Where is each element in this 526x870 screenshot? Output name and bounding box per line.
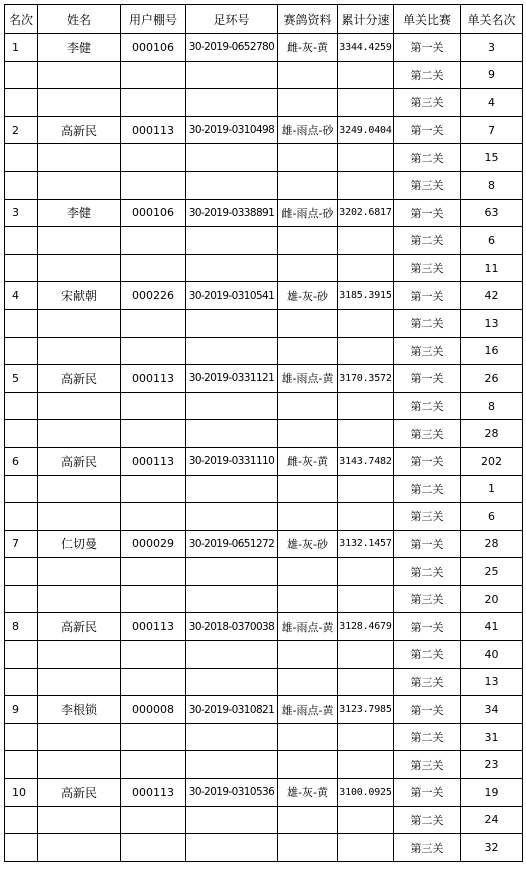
empty-cell xyxy=(338,144,394,172)
header-speed: 累计分速 xyxy=(338,5,394,34)
table-row xyxy=(5,530,523,558)
empty-cell xyxy=(186,309,278,337)
table-row xyxy=(5,171,523,199)
place-cell: 13 xyxy=(461,668,523,696)
empty-cell xyxy=(338,89,394,117)
header-ring: 足环号 xyxy=(186,5,278,34)
empty-cell xyxy=(186,585,278,613)
place-cell: 63 xyxy=(461,199,523,227)
rank-cell: 10 xyxy=(5,779,38,807)
info-cell: 雄-雨点-黄 xyxy=(278,696,338,724)
stage-cell: 第二关 xyxy=(394,806,461,834)
header-stage: 单关比赛 xyxy=(394,5,461,34)
rank-cell: 1 xyxy=(5,34,38,62)
empty-cell xyxy=(5,89,38,117)
empty-cell xyxy=(121,475,186,503)
place-cell: 28 xyxy=(461,420,523,448)
info-cell: 雄-雨点-黄 xyxy=(278,365,338,393)
info-cell: 雄-雨点-砂 xyxy=(278,116,338,144)
info-cell: 雄-雨点-黄 xyxy=(278,613,338,641)
name-cell: 仁切曼 xyxy=(38,530,121,558)
place-cell: 16 xyxy=(461,337,523,365)
speed-cell: 3123.7985 xyxy=(338,696,394,724)
loft-cell: 000113 xyxy=(121,779,186,807)
empty-cell xyxy=(38,309,121,337)
name-cell: 高新民 xyxy=(38,365,121,393)
place-cell: 3 xyxy=(461,34,523,62)
empty-cell xyxy=(338,392,394,420)
empty-cell xyxy=(5,254,38,282)
stage-cell: 第三关 xyxy=(394,89,461,117)
stage-cell: 第一关 xyxy=(394,282,461,310)
empty-cell xyxy=(121,723,186,751)
loft-cell: 000106 xyxy=(121,199,186,227)
table-row xyxy=(5,89,523,117)
table-row xyxy=(5,199,523,227)
empty-cell xyxy=(121,503,186,531)
empty-cell xyxy=(121,144,186,172)
empty-cell xyxy=(121,309,186,337)
stage-cell: 第三关 xyxy=(394,171,461,199)
empty-cell xyxy=(278,89,338,117)
place-cell: 40 xyxy=(461,641,523,669)
header-loft: 用户棚号 xyxy=(121,5,186,34)
empty-cell xyxy=(278,227,338,255)
table-row xyxy=(5,696,523,724)
empty-cell xyxy=(121,558,186,586)
empty-cell xyxy=(186,751,278,779)
stage-cell: 第二关 xyxy=(394,723,461,751)
empty-cell xyxy=(5,227,38,255)
place-cell: 41 xyxy=(461,613,523,641)
loft-cell: 000113 xyxy=(121,447,186,475)
place-cell: 42 xyxy=(461,282,523,310)
empty-cell xyxy=(38,337,121,365)
empty-cell xyxy=(186,144,278,172)
header-place: 单关名次 xyxy=(461,5,523,34)
place-cell: 8 xyxy=(461,171,523,199)
rank-cell: 2 xyxy=(5,116,38,144)
empty-cell xyxy=(121,806,186,834)
empty-cell xyxy=(121,337,186,365)
place-cell: 28 xyxy=(461,530,523,558)
table-row xyxy=(5,751,523,779)
table-row xyxy=(5,641,523,669)
ring-cell: 30-2018-0370038 xyxy=(186,613,278,641)
ring-cell: 30-2019-0310821 xyxy=(186,696,278,724)
results-sheet xyxy=(4,4,522,862)
empty-cell xyxy=(338,641,394,669)
stage-cell: 第二关 xyxy=(394,61,461,89)
empty-cell xyxy=(38,61,121,89)
place-cell: 1 xyxy=(461,475,523,503)
place-cell: 6 xyxy=(461,503,523,531)
empty-cell xyxy=(5,309,38,337)
empty-cell xyxy=(38,503,121,531)
empty-cell xyxy=(278,641,338,669)
info-cell: 雌-雨点-砂 xyxy=(278,199,338,227)
empty-cell xyxy=(338,668,394,696)
place-cell: 9 xyxy=(461,61,523,89)
ring-cell: 30-2019-0331121 xyxy=(186,365,278,393)
speed-cell: 3132.1457 xyxy=(338,530,394,558)
stage-cell: 第三关 xyxy=(394,420,461,448)
stage-cell: 第一关 xyxy=(394,696,461,724)
empty-cell xyxy=(121,171,186,199)
empty-cell xyxy=(186,558,278,586)
empty-cell xyxy=(5,751,38,779)
empty-cell xyxy=(5,61,38,89)
loft-cell: 000029 xyxy=(121,530,186,558)
stage-cell: 第二关 xyxy=(394,144,461,172)
stage-cell: 第一关 xyxy=(394,779,461,807)
stage-cell: 第三关 xyxy=(394,585,461,613)
results-table xyxy=(4,4,523,862)
empty-cell xyxy=(5,144,38,172)
stage-cell: 第一关 xyxy=(394,447,461,475)
loft-cell: 000113 xyxy=(121,116,186,144)
name-cell: 高新民 xyxy=(38,613,121,641)
table-row xyxy=(5,116,523,144)
empty-cell xyxy=(278,171,338,199)
speed-cell: 3170.3572 xyxy=(338,365,394,393)
empty-cell xyxy=(186,61,278,89)
empty-cell xyxy=(186,89,278,117)
empty-cell xyxy=(121,227,186,255)
name-cell: 李健 xyxy=(38,199,121,227)
info-cell: 雄-灰-砂 xyxy=(278,530,338,558)
table-row xyxy=(5,420,523,448)
stage-cell: 第二关 xyxy=(394,309,461,337)
empty-cell xyxy=(186,723,278,751)
stage-cell: 第三关 xyxy=(394,503,461,531)
empty-cell xyxy=(338,503,394,531)
info-cell: 雄-灰-黄 xyxy=(278,779,338,807)
stage-cell: 第一关 xyxy=(394,365,461,393)
empty-cell xyxy=(121,89,186,117)
empty-cell xyxy=(338,558,394,586)
empty-cell xyxy=(121,668,186,696)
table-row xyxy=(5,34,523,62)
rank-cell: 7 xyxy=(5,530,38,558)
empty-cell xyxy=(338,61,394,89)
table-row xyxy=(5,668,523,696)
empty-cell xyxy=(38,751,121,779)
empty-cell xyxy=(38,558,121,586)
empty-cell xyxy=(38,420,121,448)
empty-cell xyxy=(278,392,338,420)
empty-cell xyxy=(5,503,38,531)
ring-cell: 30-2019-0310536 xyxy=(186,779,278,807)
empty-cell xyxy=(186,420,278,448)
empty-cell xyxy=(338,585,394,613)
table-row xyxy=(5,254,523,282)
table-row xyxy=(5,337,523,365)
empty-cell xyxy=(38,144,121,172)
empty-cell xyxy=(338,723,394,751)
empty-cell xyxy=(38,585,121,613)
empty-cell xyxy=(186,806,278,834)
empty-cell xyxy=(186,227,278,255)
results-body xyxy=(5,34,523,862)
empty-cell xyxy=(38,475,121,503)
place-cell: 15 xyxy=(461,144,523,172)
place-cell: 8 xyxy=(461,392,523,420)
empty-cell xyxy=(121,420,186,448)
empty-cell xyxy=(5,392,38,420)
empty-cell xyxy=(38,89,121,117)
table-row xyxy=(5,779,523,807)
empty-cell xyxy=(121,751,186,779)
empty-cell xyxy=(338,254,394,282)
stage-cell: 第三关 xyxy=(394,834,461,862)
empty-cell xyxy=(186,475,278,503)
ring-cell: 30-2019-0310541 xyxy=(186,282,278,310)
place-cell: 6 xyxy=(461,227,523,255)
speed-cell: 3185.3915 xyxy=(338,282,394,310)
empty-cell xyxy=(278,420,338,448)
empty-cell xyxy=(338,420,394,448)
empty-cell xyxy=(186,392,278,420)
empty-cell xyxy=(186,503,278,531)
empty-cell xyxy=(121,392,186,420)
empty-cell xyxy=(5,834,38,862)
rank-cell: 9 xyxy=(5,696,38,724)
header-rank: 名次 xyxy=(5,5,38,34)
ring-cell: 30-2019-0338891 xyxy=(186,199,278,227)
table-row xyxy=(5,282,523,310)
speed-cell: 3249.0404 xyxy=(338,116,394,144)
place-cell: 202 xyxy=(461,447,523,475)
stage-cell: 第一关 xyxy=(394,530,461,558)
name-cell: 高新民 xyxy=(38,779,121,807)
stage-cell: 第二关 xyxy=(394,641,461,669)
place-cell: 11 xyxy=(461,254,523,282)
ring-cell: 30-2019-0652780 xyxy=(186,34,278,62)
empty-cell xyxy=(186,668,278,696)
empty-cell xyxy=(338,834,394,862)
empty-cell xyxy=(278,144,338,172)
ring-cell: 30-2019-0310498 xyxy=(186,116,278,144)
speed-cell: 3344.4259 xyxy=(338,34,394,62)
empty-cell xyxy=(121,61,186,89)
empty-cell xyxy=(121,834,186,862)
empty-cell xyxy=(38,723,121,751)
place-cell: 13 xyxy=(461,309,523,337)
name-cell: 高新民 xyxy=(38,447,121,475)
empty-cell xyxy=(338,337,394,365)
empty-cell xyxy=(278,475,338,503)
rank-cell: 5 xyxy=(5,365,38,393)
empty-cell xyxy=(121,585,186,613)
stage-cell: 第三关 xyxy=(394,254,461,282)
empty-cell xyxy=(121,254,186,282)
empty-cell xyxy=(278,337,338,365)
place-cell: 31 xyxy=(461,723,523,751)
table-row xyxy=(5,585,523,613)
info-cell: 雌-灰-黄 xyxy=(278,34,338,62)
loft-cell: 000113 xyxy=(121,365,186,393)
loft-cell: 000113 xyxy=(121,613,186,641)
header-row xyxy=(5,5,523,34)
empty-cell xyxy=(5,171,38,199)
stage-cell: 第一关 xyxy=(394,34,461,62)
table-row xyxy=(5,475,523,503)
place-cell: 24 xyxy=(461,806,523,834)
table-row xyxy=(5,144,523,172)
place-cell: 32 xyxy=(461,834,523,862)
empty-cell xyxy=(38,834,121,862)
table-row xyxy=(5,613,523,641)
loft-cell: 000226 xyxy=(121,282,186,310)
place-cell: 4 xyxy=(461,89,523,117)
empty-cell xyxy=(5,420,38,448)
empty-cell xyxy=(278,558,338,586)
empty-cell xyxy=(186,834,278,862)
empty-cell xyxy=(338,171,394,199)
empty-cell xyxy=(186,171,278,199)
empty-cell xyxy=(38,254,121,282)
table-row xyxy=(5,227,523,255)
speed-cell: 3143.7482 xyxy=(338,447,394,475)
stage-cell: 第二关 xyxy=(394,558,461,586)
empty-cell xyxy=(186,254,278,282)
empty-cell xyxy=(38,806,121,834)
speed-cell: 3202.6817 xyxy=(338,199,394,227)
name-cell: 高新民 xyxy=(38,116,121,144)
loft-cell: 000008 xyxy=(121,696,186,724)
loft-cell: 000106 xyxy=(121,34,186,62)
empty-cell xyxy=(338,806,394,834)
table-row xyxy=(5,558,523,586)
table-row xyxy=(5,806,523,834)
name-cell: 李健 xyxy=(38,34,121,62)
empty-cell xyxy=(278,834,338,862)
empty-cell xyxy=(278,751,338,779)
speed-cell: 3128.4679 xyxy=(338,613,394,641)
stage-cell: 第二关 xyxy=(394,392,461,420)
place-cell: 20 xyxy=(461,585,523,613)
table-row xyxy=(5,61,523,89)
name-cell: 李根锁 xyxy=(38,696,121,724)
empty-cell xyxy=(278,254,338,282)
stage-cell: 第一关 xyxy=(394,116,461,144)
stage-cell: 第三关 xyxy=(394,751,461,779)
empty-cell xyxy=(38,171,121,199)
empty-cell xyxy=(338,475,394,503)
empty-cell xyxy=(186,337,278,365)
stage-cell: 第一关 xyxy=(394,613,461,641)
empty-cell xyxy=(338,227,394,255)
empty-cell xyxy=(38,227,121,255)
empty-cell xyxy=(5,723,38,751)
header-info: 赛鸽资料 xyxy=(278,5,338,34)
table-row xyxy=(5,834,523,862)
empty-cell xyxy=(338,309,394,337)
ring-cell: 30-2019-0651272 xyxy=(186,530,278,558)
stage-cell: 第三关 xyxy=(394,337,461,365)
empty-cell xyxy=(5,337,38,365)
stage-cell: 第三关 xyxy=(394,668,461,696)
empty-cell xyxy=(5,641,38,669)
empty-cell xyxy=(186,641,278,669)
empty-cell xyxy=(38,392,121,420)
empty-cell xyxy=(38,641,121,669)
header-name: 姓名 xyxy=(38,5,121,34)
empty-cell xyxy=(278,585,338,613)
place-cell: 26 xyxy=(461,365,523,393)
rank-cell: 4 xyxy=(5,282,38,310)
place-cell: 19 xyxy=(461,779,523,807)
stage-cell: 第一关 xyxy=(394,199,461,227)
empty-cell xyxy=(5,558,38,586)
table-row xyxy=(5,723,523,751)
empty-cell xyxy=(5,585,38,613)
place-cell: 23 xyxy=(461,751,523,779)
table-row xyxy=(5,392,523,420)
empty-cell xyxy=(278,61,338,89)
name-cell: 宋献朝 xyxy=(38,282,121,310)
empty-cell xyxy=(278,806,338,834)
ring-cell: 30-2019-0331110 xyxy=(186,447,278,475)
table-row xyxy=(5,309,523,337)
info-cell: 雌-灰-黄 xyxy=(278,447,338,475)
empty-cell xyxy=(5,475,38,503)
stage-cell: 第二关 xyxy=(394,227,461,255)
empty-cell xyxy=(278,503,338,531)
rank-cell: 6 xyxy=(5,447,38,475)
table-row xyxy=(5,365,523,393)
info-cell: 雄-灰-砂 xyxy=(278,282,338,310)
rank-cell: 3 xyxy=(5,199,38,227)
table-row xyxy=(5,447,523,475)
table-row xyxy=(5,503,523,531)
speed-cell: 3100.0925 xyxy=(338,779,394,807)
empty-cell xyxy=(5,668,38,696)
empty-cell xyxy=(338,751,394,779)
empty-cell xyxy=(278,309,338,337)
empty-cell xyxy=(278,723,338,751)
empty-cell xyxy=(5,806,38,834)
place-cell: 25 xyxy=(461,558,523,586)
stage-cell: 第二关 xyxy=(394,475,461,503)
empty-cell xyxy=(278,668,338,696)
place-cell: 7 xyxy=(461,116,523,144)
place-cell: 34 xyxy=(461,696,523,724)
rank-cell: 8 xyxy=(5,613,38,641)
empty-cell xyxy=(38,668,121,696)
empty-cell xyxy=(121,641,186,669)
